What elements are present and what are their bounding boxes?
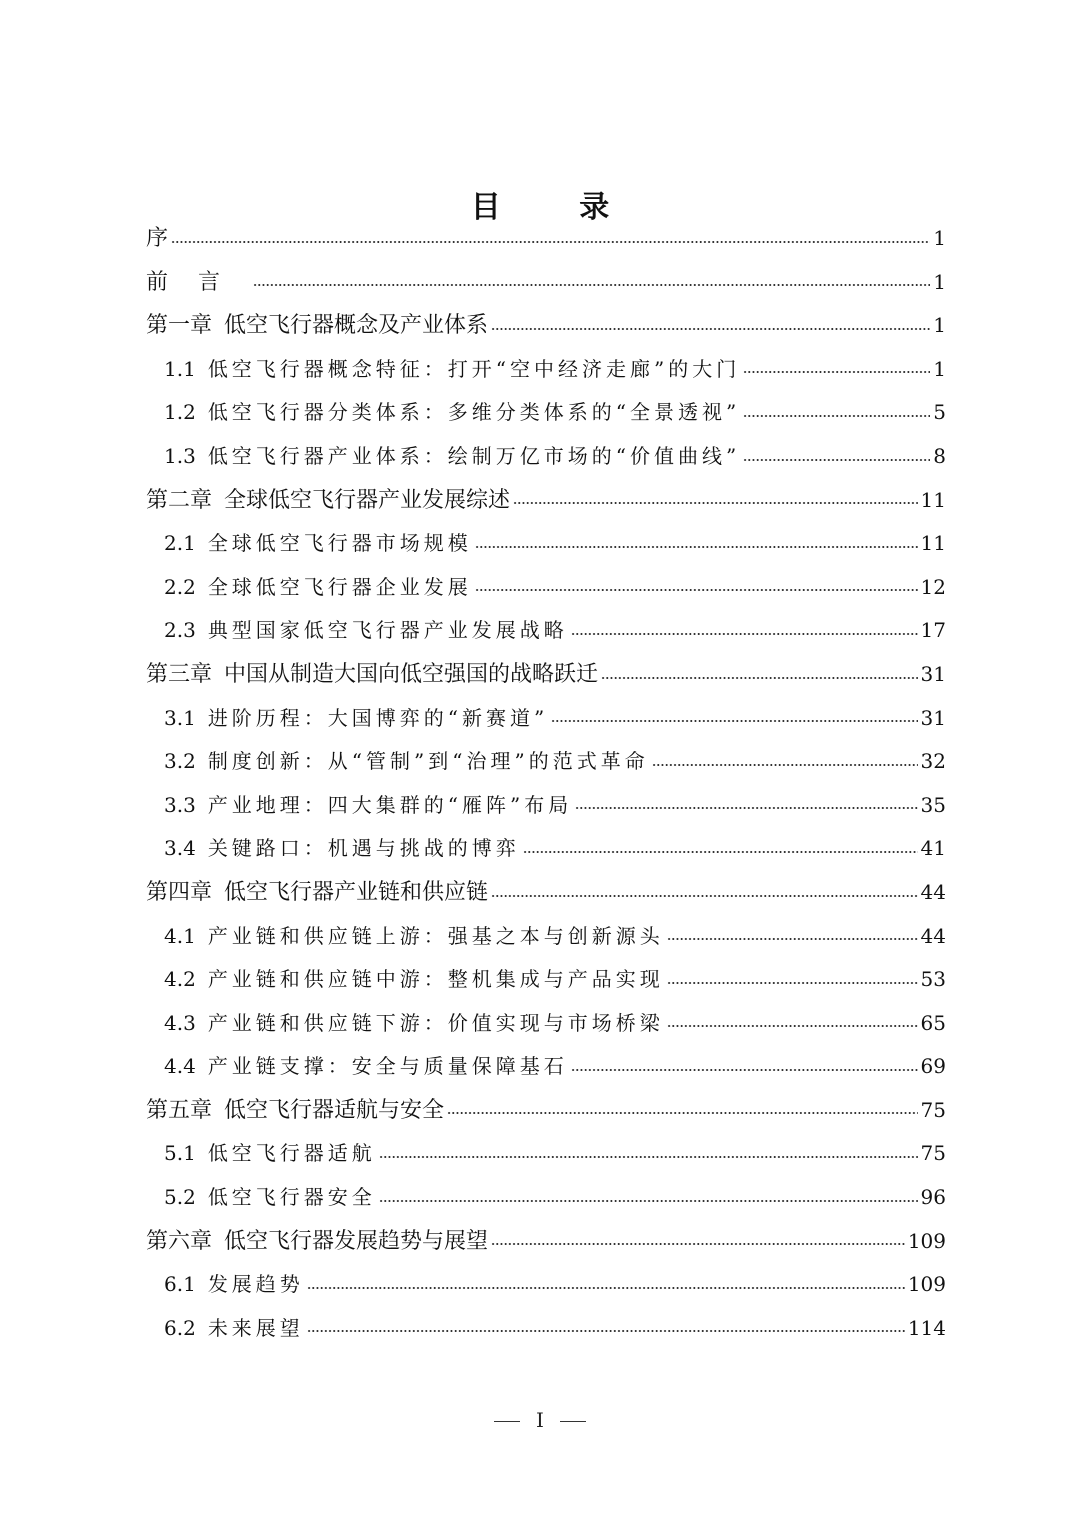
toc-entry-title: 低空飞行器适航: [207, 1141, 376, 1166]
toc-entry-title: 产业链和供应链上游：强基之本与创新源头: [207, 923, 664, 948]
dot-leader: [171, 240, 930, 244]
toc-page-number: 12: [920, 574, 946, 599]
toc-entry-number: 第五章: [146, 1097, 213, 1123]
toc-section-entry[interactable]: [146, 697, 946, 741]
toc-entry-title: 低空飞行器分类体系：多维分类体系的“全景透视”: [207, 400, 741, 425]
toc-entry-label: [164, 391, 740, 435]
toc-section-entry[interactable]: [146, 740, 946, 784]
toc-entry-title: 全球低空飞行器产业发展综述: [224, 487, 511, 513]
toc-entry-title: 产业链和供应链下游：价值实现与市场桥梁: [207, 1010, 664, 1035]
toc-entry-title: 关键路口：机遇与挑战的博弈: [207, 836, 520, 861]
dot-leader: [571, 632, 918, 636]
toc-page-number: 32: [920, 749, 946, 774]
toc-entry-number: 3.4: [164, 836, 196, 861]
dot-leader: [571, 1068, 918, 1072]
toc-entry-label: [146, 479, 510, 523]
toc-entry-number: 4.1: [164, 923, 196, 948]
toc-entry-title: 序: [146, 226, 169, 251]
toc-entry-label: [164, 1045, 568, 1089]
footer-dash-right: [560, 1421, 586, 1423]
toc-entry-label: [164, 566, 472, 610]
footer-dash-left: [494, 1421, 520, 1423]
dot-leader: [307, 1329, 905, 1333]
toc-page-number: 11: [920, 487, 946, 512]
toc-entry-label: [146, 1089, 444, 1133]
toc-entry-label: [164, 1307, 304, 1351]
dot-leader: [447, 1111, 918, 1115]
toc-entry-number: 4.2: [164, 967, 196, 992]
toc-entry-title: 低空飞行器产业体系：绘制万亿市场的“价值曲线”: [207, 443, 741, 468]
toc-entry-title: 低空飞行器发展趋势与展望: [224, 1228, 489, 1254]
toc-entry-label: [146, 871, 488, 915]
toc-chapter-entry[interactable]: [146, 304, 946, 348]
toc-entry-label: [146, 217, 168, 261]
toc-section-entry[interactable]: [146, 1263, 946, 1307]
toc-page-number: 11: [920, 531, 946, 556]
toc-entry-label: [164, 435, 740, 479]
toc-entry-title: 进阶历程：大国博弈的“新赛道”: [207, 705, 549, 730]
toc-entry-title: 典型国家低空飞行器产业发展战略: [207, 618, 568, 643]
toc-page-number: 75: [920, 1097, 946, 1122]
toc-entry-title: 制度创新：从“管制”到“治理”的范式革命: [207, 749, 649, 774]
table-of-contents: [146, 217, 946, 1350]
dot-leader: [551, 719, 917, 723]
toc-entry-label: [164, 827, 520, 871]
toc-section-entry[interactable]: [146, 958, 946, 1002]
toc-page-number: 65: [920, 1010, 946, 1035]
toc-entry-title: 全球低空飞行器企业发展: [207, 574, 472, 599]
toc-section-entry[interactable]: [146, 1045, 946, 1089]
toc-section-entry[interactable]: [146, 1307, 946, 1351]
toc-entry-title: 未来展望: [207, 1315, 304, 1340]
toc-entry-label: [164, 958, 664, 1002]
toc-entry-title: 全球低空飞行器市场规模: [207, 531, 472, 556]
dot-leader: [491, 894, 918, 898]
footer-page-number: I: [536, 1408, 544, 1432]
toc-page-number: 1: [933, 313, 946, 338]
toc-section-entry[interactable]: [146, 566, 946, 610]
toc-entry-number: 1.3: [164, 443, 196, 468]
toc-page-number: 17: [920, 618, 946, 643]
toc-page-number: 41: [920, 836, 946, 861]
toc-section-entry[interactable]: [146, 522, 946, 566]
toc-chapter-entry[interactable]: [146, 261, 946, 305]
toc-entry-label: [164, 609, 568, 653]
dot-leader: [575, 806, 917, 810]
toc-chapter-entry[interactable]: [146, 1220, 946, 1264]
toc-entry-label: [146, 653, 598, 697]
toc-entry-label: [164, 915, 664, 959]
toc-chapter-entry[interactable]: [146, 871, 946, 915]
toc-page-number: 35: [920, 792, 946, 817]
toc-page-number: 109: [907, 1272, 946, 1297]
toc-entry-label: [164, 784, 572, 828]
toc-entry-number: 2.1: [164, 531, 196, 556]
toc-entry-title: 产业链支撑：安全与质量保障基石: [207, 1054, 568, 1079]
toc-entry-number: 2.3: [164, 618, 196, 643]
toc-page-number: 75: [920, 1141, 946, 1166]
toc-page-number: 1: [933, 269, 946, 294]
dot-leader: [743, 414, 930, 418]
dot-leader: [379, 1199, 918, 1203]
toc-page-number: 53: [920, 967, 946, 992]
toc-chapter-entry[interactable]: [146, 479, 946, 523]
dot-leader: [379, 1155, 918, 1159]
toc-section-entry[interactable]: [146, 1132, 946, 1176]
dot-leader: [491, 327, 930, 331]
toc-entry-number: 3.3: [164, 792, 196, 817]
toc-entry-label: [164, 1132, 376, 1176]
toc-entry-title: 低空飞行器适航与安全: [224, 1097, 445, 1123]
toc-chapter-entry[interactable]: [146, 217, 946, 261]
toc-entry-label: [164, 697, 548, 741]
dot-leader: [743, 458, 930, 462]
toc-page-number: 109: [907, 1228, 946, 1253]
toc-entry-number: 第四章: [146, 879, 213, 905]
toc-page-number: 5: [933, 400, 946, 425]
dot-leader: [513, 501, 918, 505]
toc-entry-label: [164, 1263, 304, 1307]
toc-chapter-entry[interactable]: [146, 653, 946, 697]
toc-entry-number: 4.3: [164, 1010, 196, 1035]
toc-entry-number: 4.4: [164, 1054, 196, 1079]
toc-page-number: 44: [920, 923, 946, 948]
toc-page-number: 114: [907, 1315, 946, 1340]
toc-entry-number: 5.1: [164, 1141, 196, 1166]
toc-entry-label: [146, 1220, 488, 1264]
dot-leader: [475, 588, 918, 592]
toc-page-number: 31: [920, 661, 946, 686]
toc-entry-label: [146, 261, 250, 305]
toc-page-number: 8: [933, 443, 946, 468]
toc-entry-label: [164, 740, 649, 784]
toc-section-entry[interactable]: [146, 435, 946, 479]
toc-page-number: 31: [920, 705, 946, 730]
toc-entry-number: 2.2: [164, 574, 196, 599]
toc-entry-number: 3.2: [164, 749, 196, 774]
toc-entry-number: 3.1: [164, 705, 196, 730]
toc-entry-number: 第三章: [146, 661, 213, 687]
toc-page-number: 44: [920, 879, 946, 904]
toc-entry-title: 低空飞行器概念及产业体系: [224, 313, 489, 339]
dot-leader: [253, 283, 930, 287]
dot-leader: [652, 763, 918, 767]
toc-entry-title: 产业地理：四大集群的“雁阵”布局: [207, 792, 573, 817]
toc-page-number: 96: [920, 1185, 946, 1210]
toc-section-entry[interactable]: [146, 348, 946, 392]
toc-entry-label: [164, 348, 740, 392]
toc-entry-number: 1.2: [164, 400, 196, 425]
toc-page-number: 1: [933, 356, 946, 381]
toc-entry-number: 6.2: [164, 1315, 196, 1340]
toc-section-entry[interactable]: [146, 784, 946, 828]
toc-section-entry[interactable]: [146, 915, 946, 959]
dot-leader: [523, 850, 918, 854]
toc-section-entry[interactable]: [146, 827, 946, 871]
dot-leader: [601, 676, 918, 680]
dot-leader: [667, 937, 918, 941]
toc-entry-number: 第一章: [146, 313, 213, 339]
toc-entry-title: 前言: [146, 269, 251, 295]
toc-entry-number: 1.1: [164, 356, 196, 381]
dot-leader: [491, 1242, 905, 1246]
toc-title: 目 录: [470, 190, 644, 226]
page-footer: [0, 1408, 1080, 1432]
toc-entry-number: 6.1: [164, 1272, 196, 1297]
toc-entry-number: 第六章: [146, 1228, 213, 1254]
toc-section-entry[interactable]: [146, 1176, 946, 1220]
toc-section-entry[interactable]: [146, 1002, 946, 1046]
toc-entry-title: 中国从制造大国向低空强国的战略跃迁: [224, 661, 599, 687]
dot-leader: [307, 1286, 905, 1290]
toc-chapter-entry[interactable]: [146, 1089, 946, 1133]
toc-entry-label: [146, 304, 488, 348]
toc-entry-title: 低空飞行器产业链和供应链: [224, 879, 489, 905]
toc-entry-number: 5.2: [164, 1185, 196, 1210]
toc-entry-label: [164, 1176, 376, 1220]
toc-entry-label: [164, 1002, 664, 1046]
toc-section-entry[interactable]: [146, 609, 946, 653]
toc-entry-number: 第二章: [146, 487, 213, 513]
toc-entry-label: [164, 522, 472, 566]
dot-leader: [475, 545, 918, 549]
toc-entry-title: 产业链和供应链中游：整机集成与产品实现: [207, 967, 664, 992]
toc-page-number: 1: [933, 226, 946, 250]
toc-entry-title: 低空飞行器安全: [207, 1185, 376, 1210]
toc-page-number: 69: [920, 1054, 946, 1079]
toc-section-entry[interactable]: [146, 391, 946, 435]
toc-entry-title: 发展趋势: [207, 1272, 304, 1297]
dot-leader: [667, 1024, 918, 1028]
dot-leader: [667, 981, 918, 985]
dot-leader: [743, 370, 930, 374]
toc-entry-title: 低空飞行器概念特征：打开“空中经济走廊”的大门: [207, 356, 741, 381]
